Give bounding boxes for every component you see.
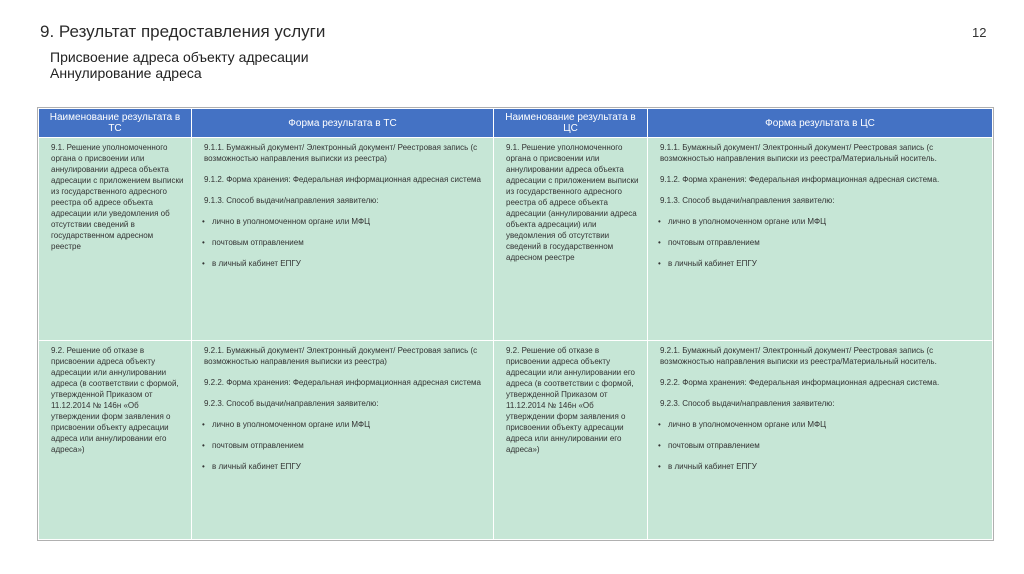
- bullet-item: • лично в уполномоченном органе или МФЦ: [204, 216, 485, 227]
- table-row: [39, 341, 993, 540]
- bullet-item: • в личный кабинет ЕПГУ: [204, 461, 485, 472]
- header-name-ts: Наименование результата в ТС: [39, 109, 192, 138]
- form-item: 9.1.3. Способ выдачи/направления заявителю:: [660, 196, 835, 205]
- form-item: 9.1.1. Бумажный документ/ Электронный документ/ Реестровая запись (с возможностью направления выписки из реестра): [204, 143, 478, 163]
- bullet-item: • почтовым отправлением: [204, 237, 485, 248]
- form-item: 9.1.2. Форма хранения: Федеральная информационная адресная система.: [660, 175, 940, 184]
- table-header-row: [39, 109, 993, 138]
- bullet-item: • в личный кабинет ЕПГУ: [204, 258, 485, 269]
- form-item: 9.1.2. Форма хранения: Федеральная информационная адресная система: [204, 175, 481, 184]
- bullet-item: • почтовым отправлением: [660, 440, 984, 451]
- cell-name-cs: 9.2. Решение об отказе в присвоении адреса объекту адресации или аннулировании его адреса (в соответствии с формой, утвержденной Приказом от 11.12.2014 № 146н «Об утверждении форм заявления о присвоении объекту адресации адреса или аннулировании его адреса»): [494, 341, 648, 540]
- page-number: 12: [972, 25, 987, 40]
- table-row: [39, 138, 993, 341]
- bullet-item: • лично в уполномоченном органе или МФЦ: [660, 216, 984, 227]
- header-form-cs: Форма результата в ЦС: [648, 109, 993, 138]
- bullet-item: • лично в уполномоченном органе или МФЦ: [660, 419, 984, 430]
- form-item: 9.2.2. Форма хранения: Федеральная информационная адресная система.: [660, 378, 940, 387]
- subtitle: [50, 49, 309, 81]
- bullet-item: • в личный кабинет ЕПГУ: [660, 258, 984, 269]
- header-form-ts: Форма результата в ТС: [192, 109, 494, 138]
- cell-form-ts: [192, 138, 494, 341]
- subtitle-line-2: Аннулирование адреса: [50, 65, 202, 81]
- cell-name-ts: 9.1. Решение уполномоченного органа о присвоении или аннулировании адреса объекта адресации с приложением выписки из государственного адресного реестра об адресе объекта адресации или уведомления об отсутствии сведений в государственном адресном реестре: [39, 138, 192, 341]
- form-item: 9.1.1. Бумажный документ/ Электронный документ/ Реестровая запись (с возможностью направления выписки из реестра/Материальный носитель.: [660, 143, 937, 163]
- cell-form-cs: [648, 341, 993, 540]
- cell-name-cs: 9.1. Решение уполномоченного органа о присвоении или аннулировании адреса объекта адресации с приложением выписки из государственного адресного реестра об адресе объекта адресации (аннулировании адреса объекта адресации) или уведомления об отсутствии сведений в государственном адресном реестре: [494, 138, 648, 341]
- form-item: 9.2.1. Бумажный документ/ Электронный документ/ Реестровая запись (с возможностью направления выписки из реестра): [204, 346, 478, 366]
- form-item: 9.2.1. Бумажный документ/ Электронный документ/ Реестровая запись (с возможностью направления выписки из реестра/Материальный носитель.: [660, 346, 937, 366]
- form-item: 9.1.3. Способ выдачи/направления заявителю:: [204, 196, 379, 205]
- form-item: 9.2.3. Способ выдачи/направления заявителю:: [660, 399, 835, 408]
- subtitle-line-1: Присвоение адреса объекту адресации: [50, 49, 309, 65]
- header-name-cs: Наименование результата в ЦС: [494, 109, 648, 138]
- cell-form-ts: [192, 341, 494, 540]
- bullet-item: • лично в уполномоченном органе или МФЦ: [204, 419, 485, 430]
- bullet-item: • в личный кабинет ЕПГУ: [660, 461, 984, 472]
- page-title: 9. Результат предоставления услуги: [40, 22, 326, 41]
- bullet-item: • почтовым отправлением: [660, 237, 984, 248]
- cell-name-ts: 9.2. Решение об отказе в присвоении адреса объекту адресации или аннулировании адреса (в соответствии с формой, утвержденной Приказом от 11.12.2014 № 146н «Об утверждении форм заявления о присвоении объекту адресации адреса или аннулировании его адреса»): [39, 341, 192, 540]
- form-item: 9.2.3. Способ выдачи/направления заявителю:: [204, 399, 379, 408]
- form-item: 9.2.2. Форма хранения: Федеральная информационная адресная система: [204, 378, 481, 387]
- cell-form-cs: [648, 138, 993, 341]
- results-table: [38, 108, 993, 540]
- bullet-item: • почтовым отправлением: [204, 440, 485, 451]
